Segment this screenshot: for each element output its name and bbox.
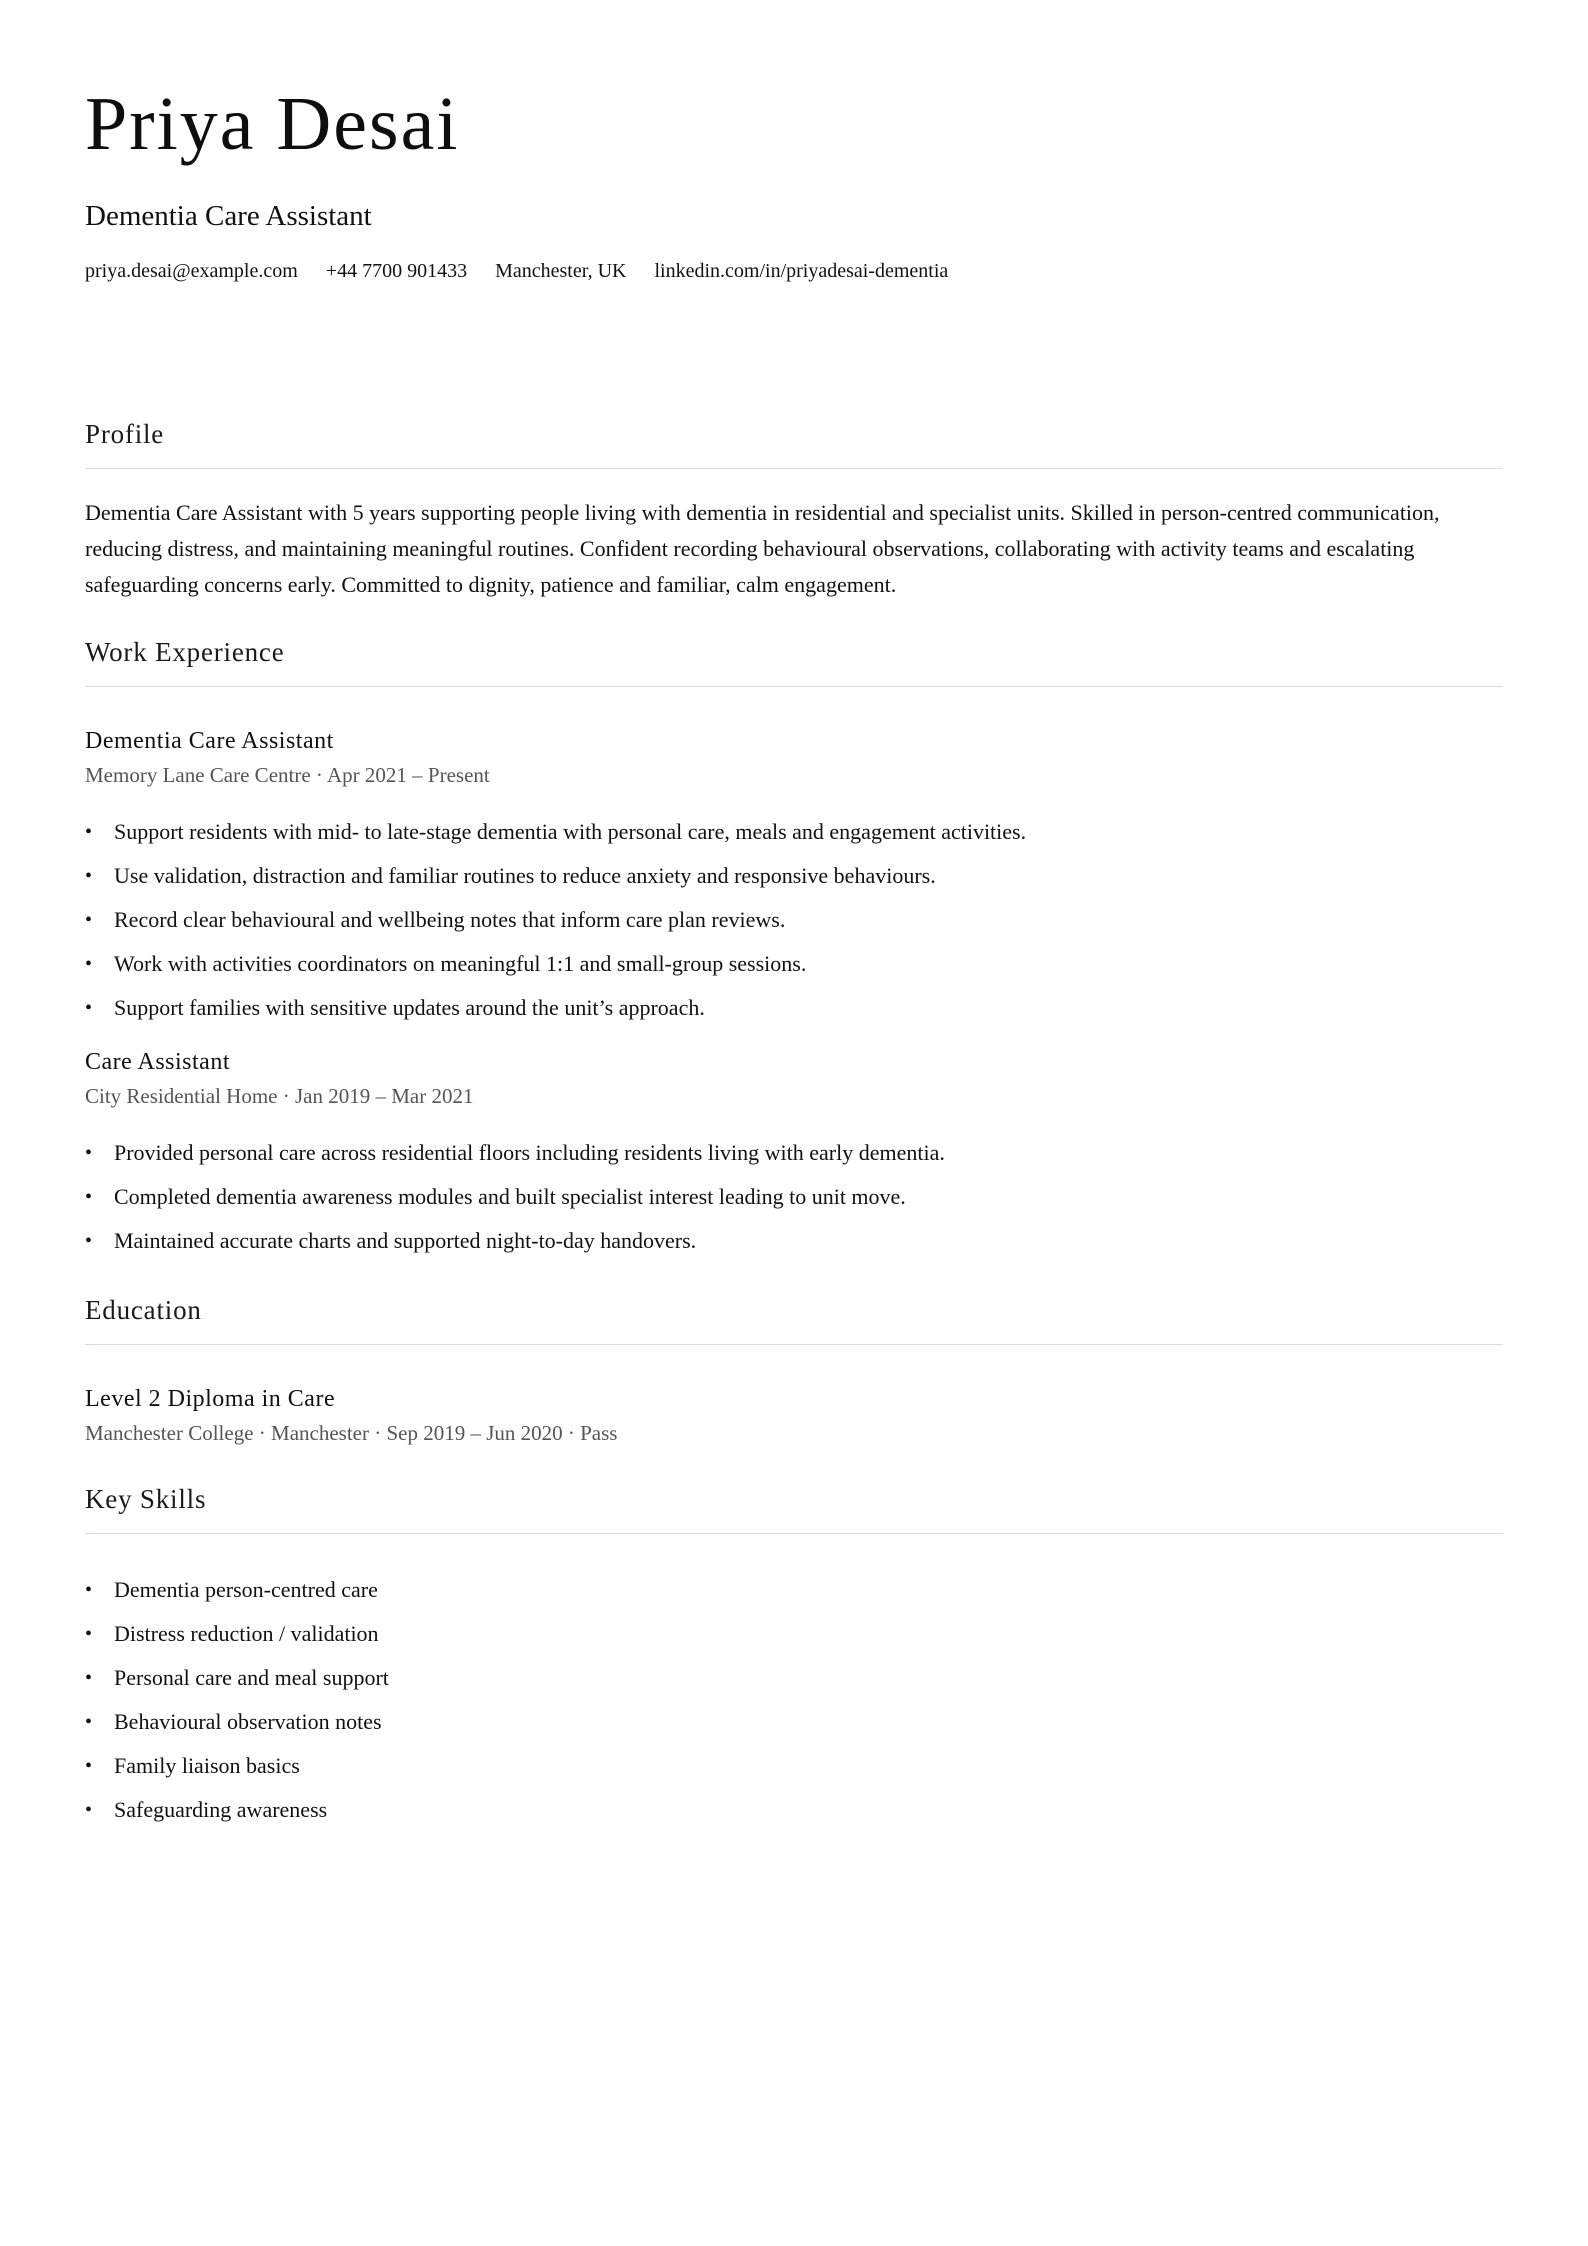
contact-line xyxy=(85,261,1503,281)
job-meta: Memory Lane Care Centre · Apr 2021 – Present xyxy=(85,763,490,787)
work-experience-section xyxy=(85,639,1503,1263)
contact-phone[interactable]: +44 7700 901433 xyxy=(325,260,468,282)
contact-email[interactable]: priya.desai@example.com xyxy=(85,260,298,282)
skills-list xyxy=(85,1568,1503,1832)
skill-item: • Personal care and meal support xyxy=(85,1656,1503,1700)
section-title-education: Education xyxy=(85,1297,1503,1345)
job-title: Dementia Care Assistant xyxy=(85,728,334,754)
candidate-headline: Dementia Care Assistant xyxy=(85,200,372,232)
job-bullet: • Use validation, distraction and familiar routines to reduce anxiety and responsive behaviours. xyxy=(85,854,1503,898)
contact-linkedin[interactable]: linkedin.com/in/priyadesai-dementia xyxy=(654,260,949,282)
job-bullet: • Support families with sensitive updates around the unit’s approach. xyxy=(85,986,1503,1030)
job-title: Care Assistant xyxy=(85,1049,230,1075)
contact-location: Manchester, UK xyxy=(495,260,627,282)
job-bullet: • Work with activities coordinators on meaningful 1:1 and small-group sessions. xyxy=(85,942,1503,986)
section-title-key-skills: Key Skills xyxy=(85,1486,1503,1534)
skill-item: • Safeguarding awareness xyxy=(85,1788,1503,1832)
job-bullet: • Record clear behavioural and wellbeing notes that inform care plan reviews. xyxy=(85,898,1503,942)
education-section xyxy=(85,1297,1503,1444)
job-entry xyxy=(85,1050,1503,1263)
job-bullet: • Maintained accurate charts and supported night-to-day handovers. xyxy=(85,1219,1503,1263)
job-entry xyxy=(85,729,1503,1030)
education-meta: Manchester College · Manchester · Sep 2019 – Jun 2020 · Pass xyxy=(85,1421,618,1445)
profile-summary: Dementia Care Assistant with 5 years supporting people living with dementia in residential and specialist units. Skilled in person-centred communication, reducing distress, and maintaining meaningful routines. Confident recording behavioural observations, collaborating with activity teams and escalating safeguarding concerns early. Committed to dignity, patience and familiar, calm engagement. xyxy=(85,500,1440,597)
resume-header xyxy=(85,82,1503,282)
skill-item: • Behavioural observation notes xyxy=(85,1700,1503,1744)
job-bullet: • Completed dementia awareness modules and built specialist interest leading to unit move. xyxy=(85,1175,1503,1219)
job-bullet: • Provided personal care across residential floors including residents living with early dementia. xyxy=(85,1131,1503,1175)
skill-item: • Dementia person-centred care xyxy=(85,1568,1503,1612)
key-skills-section xyxy=(85,1486,1503,1832)
job-bullets xyxy=(85,810,1503,1030)
education-entry xyxy=(85,1387,1503,1444)
section-title-profile: Profile xyxy=(85,421,1503,469)
skill-item: • Family liaison basics xyxy=(85,1744,1503,1788)
job-bullets xyxy=(85,1131,1503,1263)
skill-item: • Distress reduction / validation xyxy=(85,1612,1503,1656)
section-title-work-experience: Work Experience xyxy=(85,639,1503,687)
profile-section xyxy=(85,421,1503,603)
education-title: Level 2 Diploma in Care xyxy=(85,1386,336,1412)
candidate-name: Priya Desai xyxy=(85,82,460,166)
job-meta: City Residential Home · Jan 2019 – Mar 2021 xyxy=(85,1084,474,1108)
job-bullet: • Support residents with mid- to late-stage dementia with personal care, meals and engagement activities. xyxy=(85,810,1503,854)
